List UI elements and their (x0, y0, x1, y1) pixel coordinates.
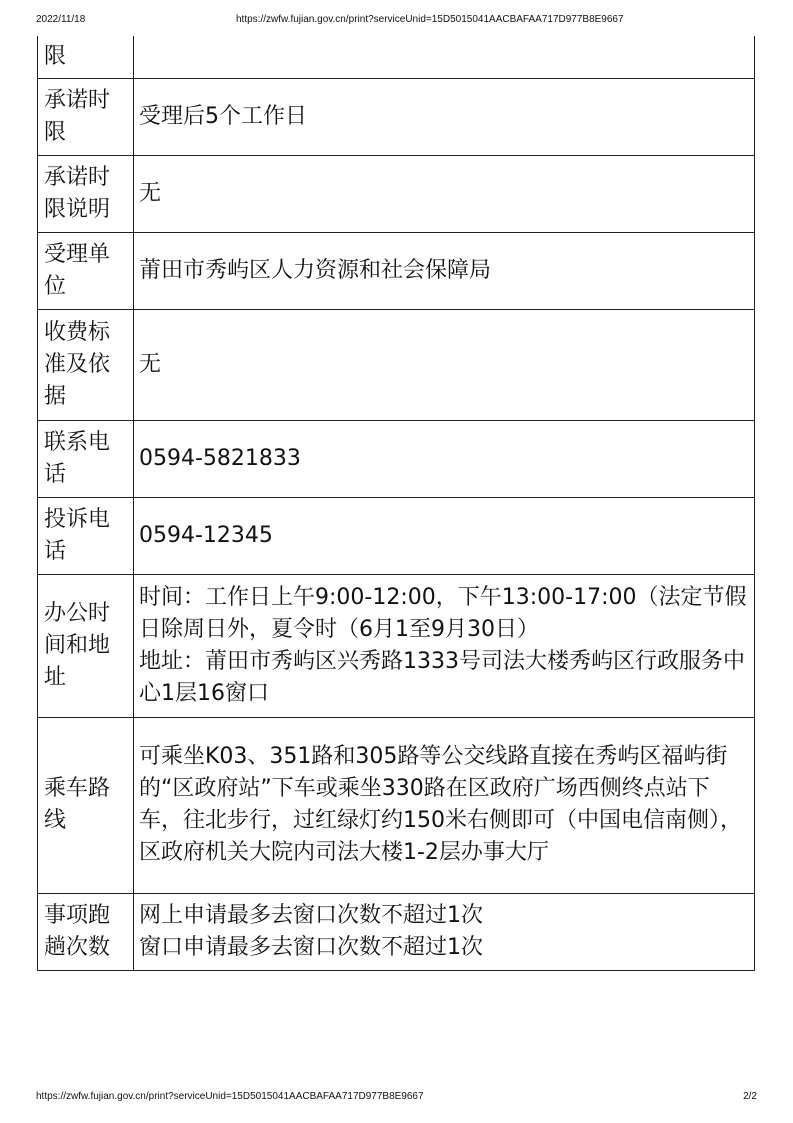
office-address-text: 地址：莆田市秀屿区兴秀路1333号司法大楼秀屿区行政服务中心1层16窗口 (139, 648, 745, 706)
row-label: 办公时间和地址 (38, 574, 134, 717)
row-value (134, 36, 755, 78)
row-value: 可乘坐K03、351路和305路等公交线路直接在秀屿区福屿街的“区政府站”下车或乘坐330路在区政府广场西侧终点站下车，往北步行，过红绿灯约150米右侧即可（中国电信南侧），区政府机关大院内司法大楼1-2层办事大厅 (134, 717, 755, 893)
office-hours-text: 时间：工作日上午9:00-12:00，下午13:00-17:00（法定节假日除周日外，夏令时（6月1至9月30日） (139, 584, 747, 642)
print-header (0, 14, 793, 28)
row-label: 限 (38, 36, 134, 78)
row-value: 莆田市秀屿区人力资源和社会保障局 (134, 232, 755, 309)
row-value (134, 893, 755, 970)
row-value: 0594-5821833 (134, 420, 755, 497)
table-row (38, 420, 755, 497)
table-row (38, 232, 755, 309)
print-url: https://zwfw.fujian.gov.cn/print?serviceUnid=15D5015041AACBAFAA717D977B8E9667 (236, 14, 624, 25)
print-url: https://zwfw.fujian.gov.cn/print?serviceUnid=15D5015041AACBAFAA717D977B8E9667 (36, 1091, 424, 1102)
row-label: 联系电话 (38, 420, 134, 497)
row-label: 事项跑趟次数 (38, 893, 134, 970)
row-label: 乘车路线 (38, 717, 134, 893)
table-row (38, 893, 755, 970)
table-row (38, 309, 755, 420)
row-value: 0594-12345 (134, 497, 755, 574)
window-visits-text: 窗口申请最多去窗口次数不超过1次 (139, 934, 483, 960)
table-row (38, 717, 755, 893)
row-label: 投诉电话 (38, 497, 134, 574)
row-value: 受理后5个工作日 (134, 78, 755, 155)
table-row (38, 574, 755, 717)
row-value (134, 574, 755, 717)
table-row (38, 497, 755, 574)
row-label: 承诺时限说明 (38, 155, 134, 232)
table-row (38, 78, 755, 155)
print-date: 2022/11/18 (36, 14, 86, 25)
print-footer (0, 1091, 793, 1105)
row-value: 无 (134, 155, 755, 232)
row-label: 受理单位 (38, 232, 134, 309)
row-value: 无 (134, 309, 755, 420)
table-row (38, 155, 755, 232)
page-number: 2/2 (743, 1091, 757, 1102)
service-info-table (37, 36, 755, 971)
row-label: 收费标准及依据 (38, 309, 134, 420)
online-visits-text: 网上申请最多去窗口次数不超过1次 (139, 902, 483, 928)
row-label: 承诺时限 (38, 78, 134, 155)
table-row (38, 36, 755, 78)
